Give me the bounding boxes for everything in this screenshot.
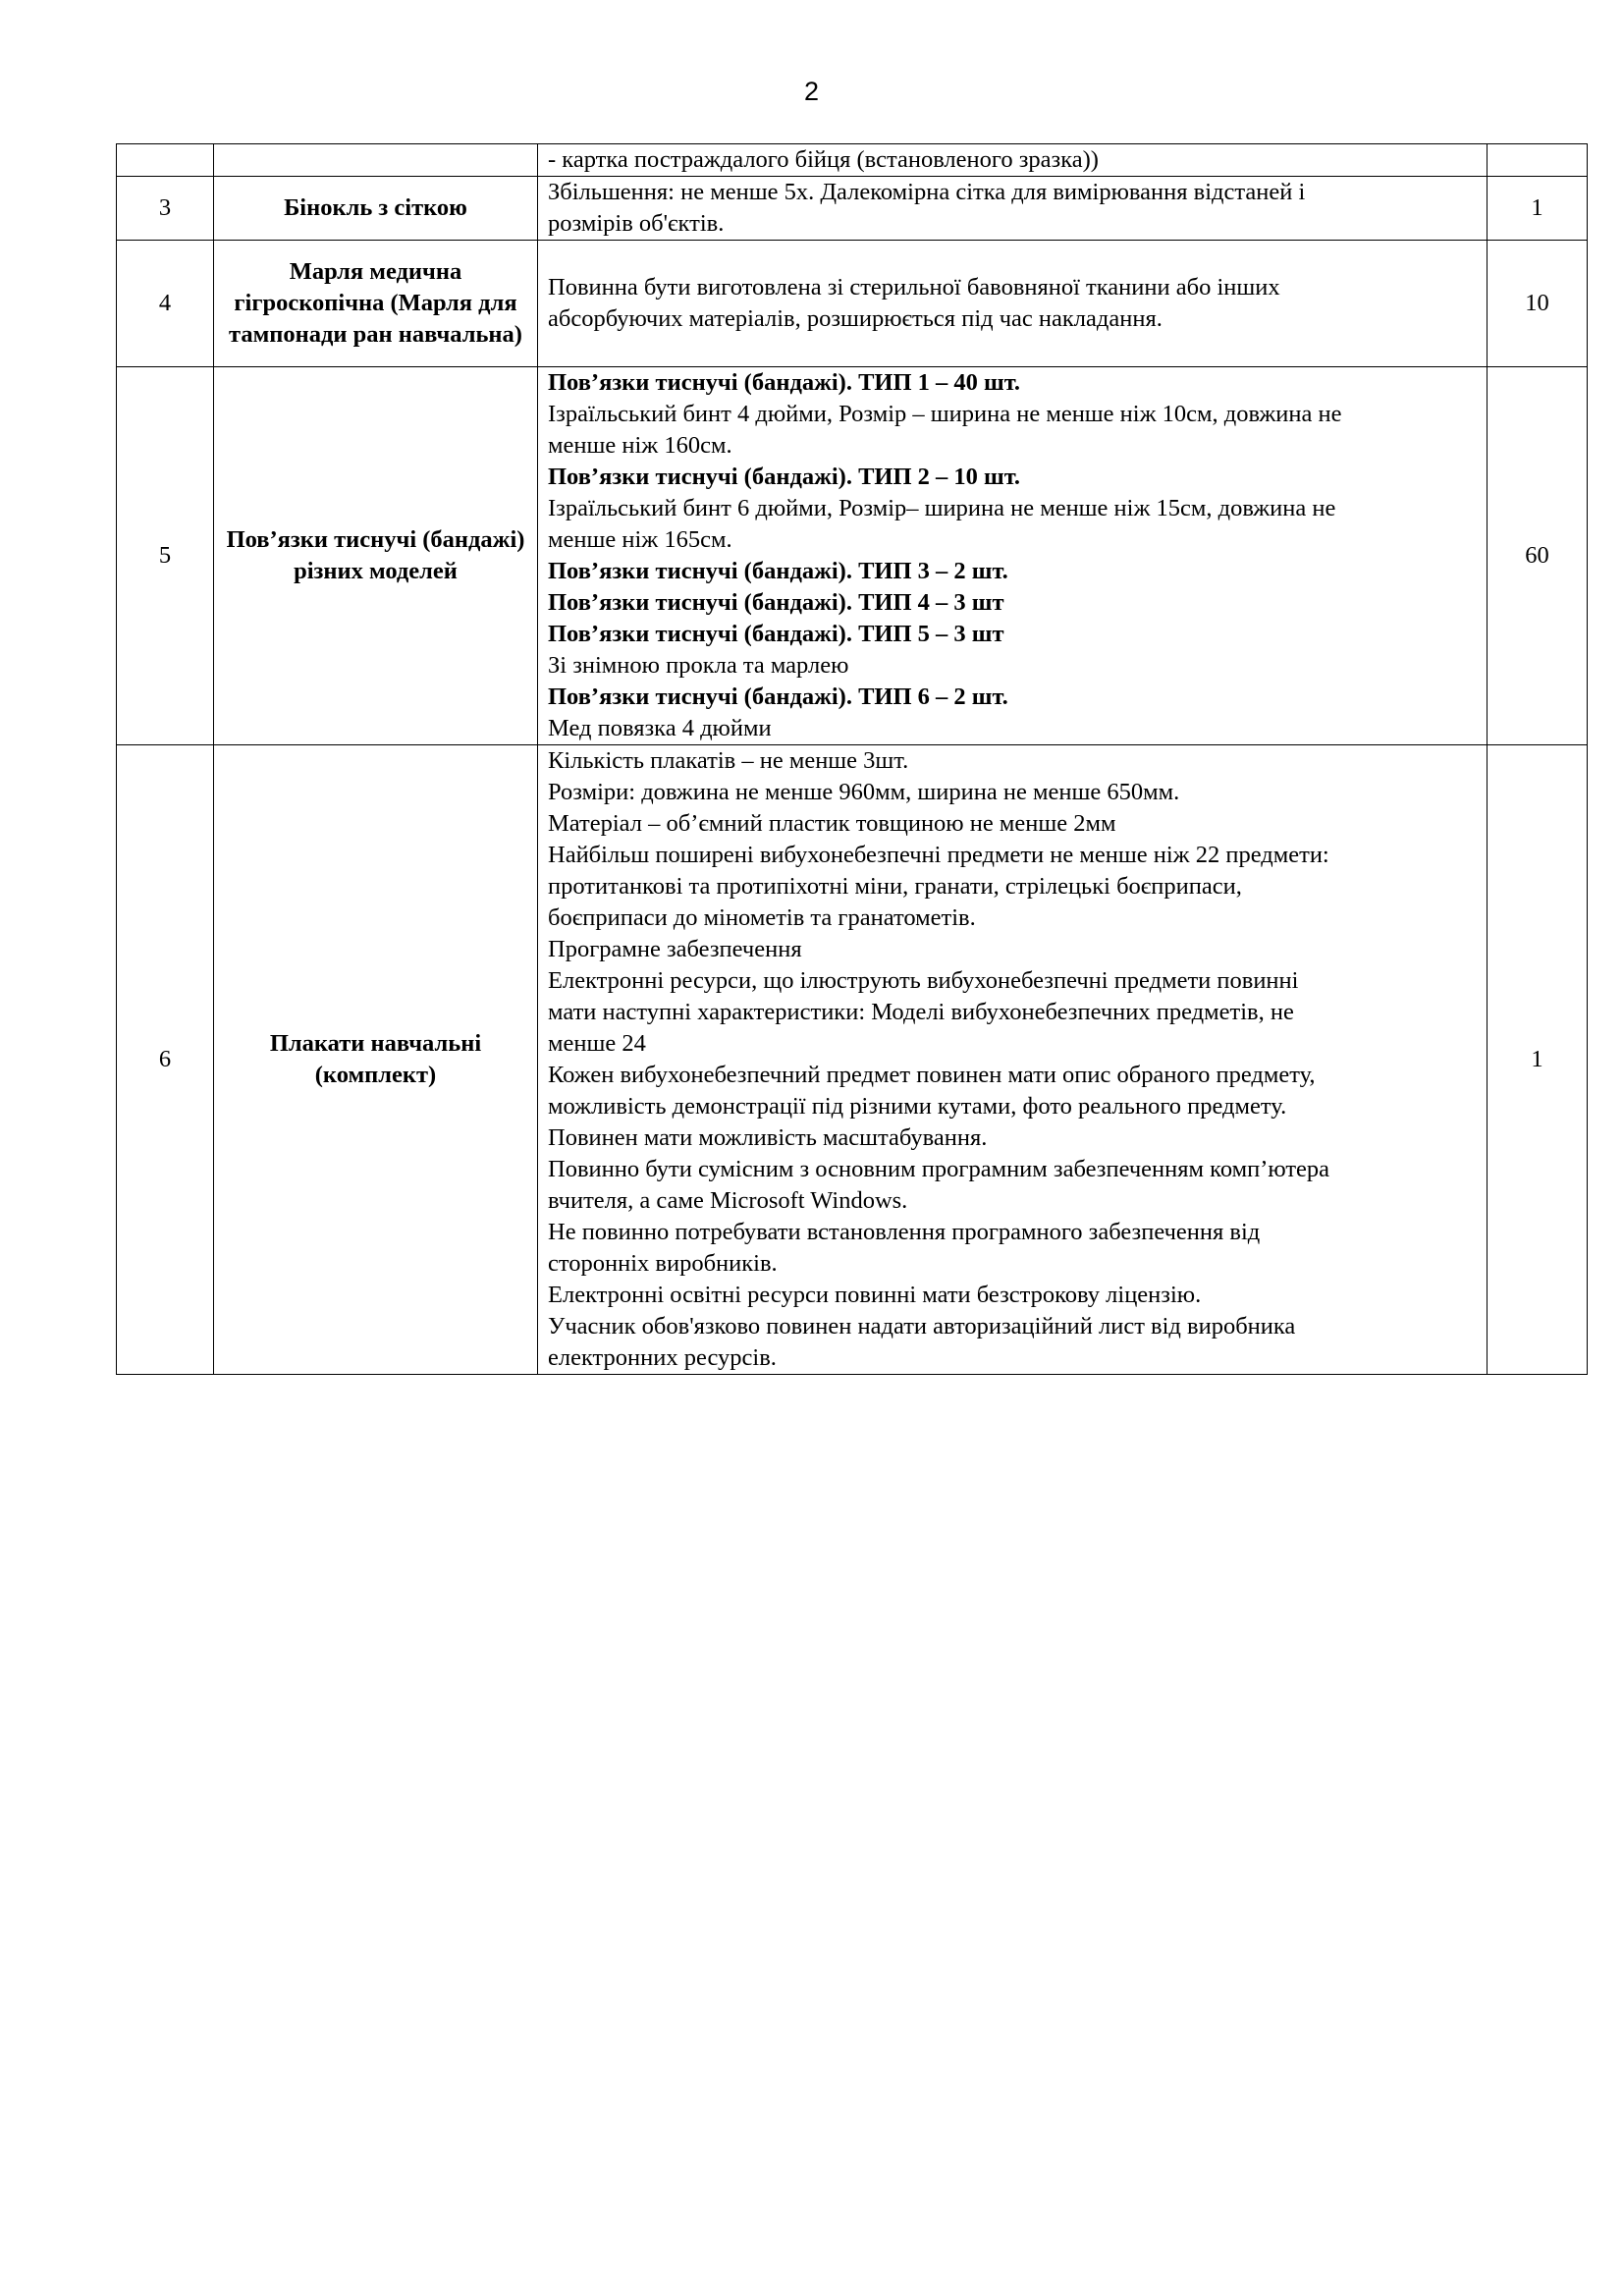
description-line: електронних ресурсів.	[548, 1344, 777, 1371]
item-quantity-cell: 60	[1488, 367, 1588, 745]
item-name-cell: Марля медична гігроскопічна (Марля для тампонади ран навчальна)	[214, 241, 538, 367]
description-line-bold: Пов’язки тиснучі (бандажі). ТИП 2 – 10 шт.	[548, 464, 1021, 490]
item-name-cell	[214, 144, 538, 177]
description-line: Мед повязка 4 дюйми	[548, 715, 772, 741]
item-quantity-cell	[1488, 144, 1588, 177]
table-row-item-6	[117, 745, 1588, 1375]
item-number-cell: 5	[117, 367, 214, 745]
description-line: Електронні ресурси, що ілюструють вибухонебезпечні предмети повинні	[548, 967, 1299, 994]
description-line-bold: Пов’язки тиснучі (бандажі). ТИП 6 – 2 шт.	[548, 683, 1008, 710]
description-line: протитанкові та протипіхотні міни, гранати, стрілецькі боєприпаси,	[548, 873, 1242, 900]
description-line-bold: Пов’язки тиснучі (бандажі). ТИП 5 – 3 шт	[548, 621, 1004, 647]
page-number: 2	[803, 77, 820, 106]
description-line: абсорбуючих матеріалів, розширюється під час накладання.	[548, 305, 1163, 332]
item-quantity-cell: 10	[1488, 241, 1588, 367]
item-name-cell: Бінокль з сіткою	[214, 177, 538, 241]
item-description-cell	[538, 241, 1488, 367]
description-line: Повинен мати можливість масштабування.	[548, 1124, 988, 1151]
item-number-cell: 4	[117, 241, 214, 367]
description-line: Розміри: довжина не менше 960мм, ширина не менше 650мм.	[548, 779, 1180, 805]
description-line: Програмне забезпечення	[548, 936, 802, 962]
item-description-cell	[538, 745, 1488, 1375]
description-line: розмірів об'єктів.	[548, 210, 725, 237]
description-line-bold: Пов’язки тиснучі (бандажі). ТИП 3 – 2 шт.	[548, 558, 1008, 584]
table-row-item-3	[117, 177, 1588, 241]
description-line: Учасник обов'язково повинен надати авторизаційний лист від виробника	[548, 1313, 1296, 1339]
description-line: менше ніж 160см.	[548, 432, 732, 459]
description-line: мати наступні характеристики: Моделі вибухонебезпечних предметів, не	[548, 999, 1294, 1025]
item-number-cell: 3	[117, 177, 214, 241]
description-line: - картка постраждалого бійця (встановленого зразка))	[548, 146, 1099, 173]
item-number-cell: 6	[117, 745, 214, 1375]
description-line: вчителя, а саме Microsoft Windows.	[548, 1187, 908, 1214]
item-description-cell	[538, 144, 1488, 177]
table-row-continuation	[117, 144, 1588, 177]
item-number-cell	[117, 144, 214, 177]
description-line: Повинно бути сумісним з основним програмним забезпеченням комп’ютера	[548, 1156, 1330, 1182]
description-line: Збільшення: не менше 5х. Далекомірна сітка для вимірювання відстаней і	[548, 179, 1306, 205]
description-line: Зі знімною прокла та марлею	[548, 652, 849, 679]
description-line: Кількість плакатів – не менше 3шт.	[548, 747, 909, 774]
description-line: боєприпаси до мінометів та гранатометів.	[548, 904, 976, 931]
description-line: Повинна бути виготовлена зі стерильної бавовняної тканини або інших	[548, 274, 1280, 301]
description-line: Ізраїльський бинт 4 дюйми, Розмір – ширина не менше ніж 10см, довжина не	[548, 401, 1342, 427]
description-line: Кожен вибухонебезпечний предмет повинен мати опис обраного предмету,	[548, 1062, 1316, 1088]
description-line: менше 24	[548, 1030, 646, 1057]
description-line: Найбільш поширені вибухонебезпечні предмети не менше ніж 22 предмети:	[548, 842, 1329, 868]
description-line: Ізраїльський бинт 6 дюйми, Розмір– ширина не менше ніж 15см, довжина не	[548, 495, 1336, 521]
description-line: Електронні освітні ресурси повинні мати безстрокову ліцензію.	[548, 1282, 1202, 1308]
item-description-cell	[538, 367, 1488, 745]
table-row-item-4	[117, 241, 1588, 367]
table-row-item-5	[117, 367, 1588, 745]
description-line: Не повинно потребувати встановлення програмного забезпечення від	[548, 1219, 1261, 1245]
item-name-cell: Плакати навчальні (комплект)	[214, 745, 538, 1375]
item-quantity-cell: 1	[1488, 745, 1588, 1375]
description-line-bold: Пов’язки тиснучі (бандажі). ТИП 4 – 3 шт	[548, 589, 1004, 616]
item-description-cell	[538, 177, 1488, 241]
description-line-bold: Пов’язки тиснучі (бандажі). ТИП 1 – 40 шт.	[548, 369, 1021, 396]
item-quantity-cell: 1	[1488, 177, 1588, 241]
description-line: сторонніх виробників.	[548, 1250, 778, 1277]
description-line: Матеріал – об’ємний пластик товщиною не менше 2мм	[548, 810, 1116, 837]
item-name-cell: Пов’язки тиснучі (бандажі) різних моделей	[214, 367, 538, 745]
description-line: менше ніж 165см.	[548, 526, 732, 553]
description-line: можливість демонстрації під різними кутами, фото реального предмету.	[548, 1093, 1287, 1120]
specification-table	[116, 143, 1588, 1375]
